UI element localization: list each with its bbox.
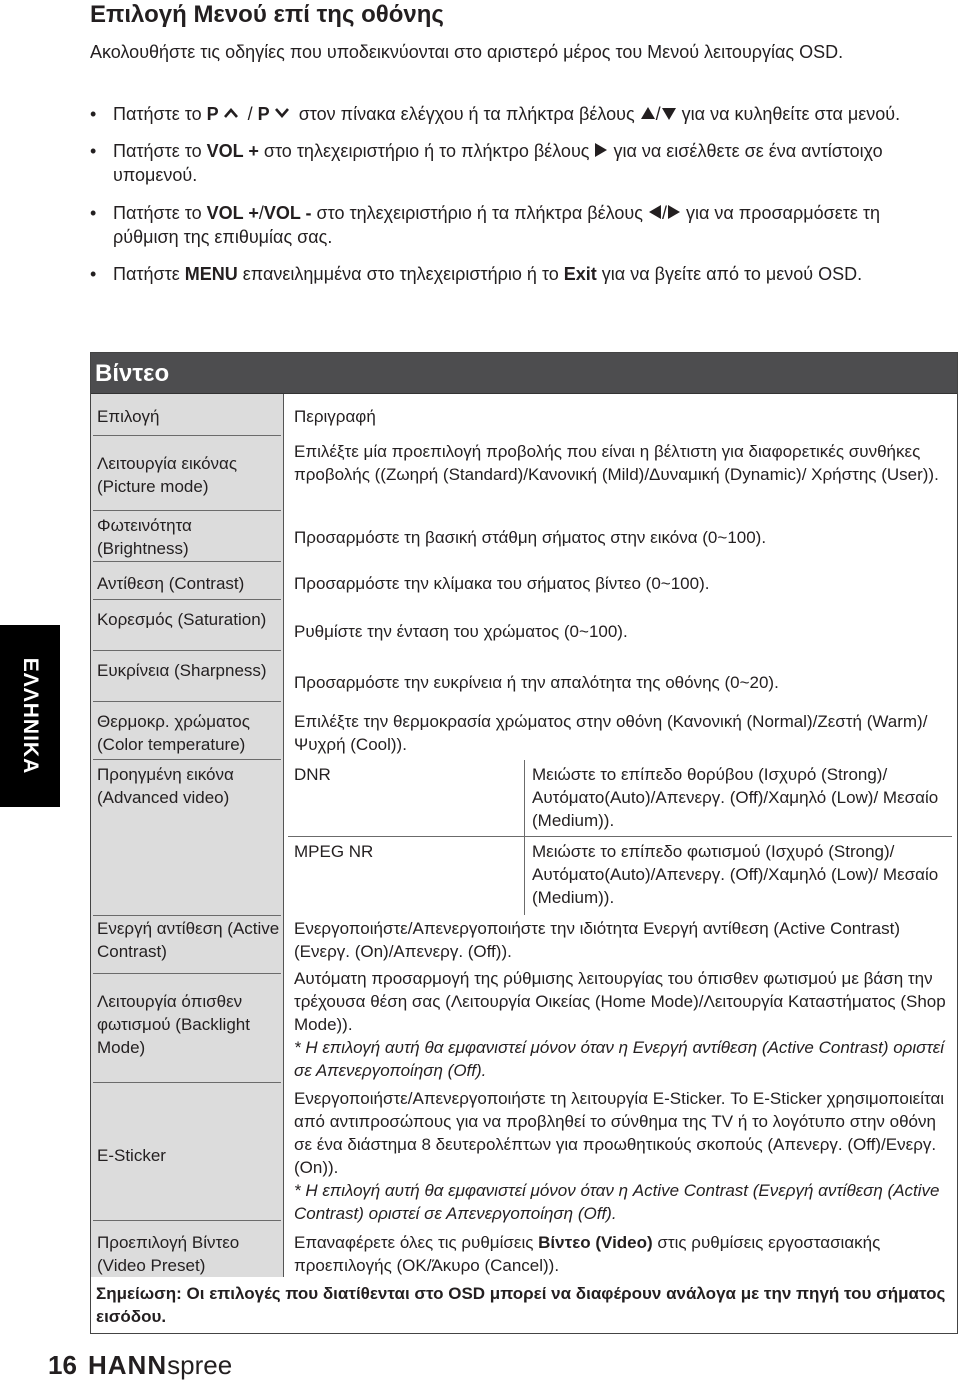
chevron-up-icon — [223, 107, 239, 119]
instruction-text: στον πίνακα ελέγχου ή τα πλήκτρα βέλους — [293, 104, 640, 124]
intro-text: Ακολουθήστε τις οδηγίες που υποδεικνύονται στο αριστερό μέρος του Μενού λειτουργίας OSD. — [90, 42, 844, 62]
instruction-item — [90, 139, 940, 187]
subtable-divider — [288, 836, 952, 837]
option-contrast: Αντίθεση (Contrast) — [97, 574, 245, 593]
instruction-text: για να κυληθείτε στα μενού. — [676, 104, 901, 124]
description-saturation: Ρυθμίστε την ένταση του χρώματος (0~100). — [294, 622, 628, 641]
column-header-option: Επιλογή — [97, 407, 160, 426]
description-backlight-mode — [294, 967, 954, 1082]
instruction-text: για να εισέλθετε σε ένα αντίστοιχο υπομενού. — [113, 141, 883, 185]
row-divider — [93, 973, 281, 974]
instruction-text: Πατήστε το — [113, 141, 207, 161]
row-divider — [93, 435, 281, 436]
option-sharpness: Ευκρίνεια (Sharpness) — [97, 661, 267, 680]
description-sharpness: Προσαρμόστε την ευκρίνεια ή την απαλότητα της οθόνης (0~20). — [294, 673, 779, 692]
option-advanced-video: Προηγμένη εικόνα (Advanced video) — [97, 765, 234, 807]
description-picture-mode: Επιλέξτε μία προεπιλογή προβολής που είναι η βέλτιστη για διαφορετικές συνθήκες προβολής ((Ζωηρή (Standard)/Κανονική (Mild)/Δυναμική (Dynamic)/ Χρήστης (User)). — [294, 442, 939, 484]
description-text: Ενεργοποιήστε/Απενεργοποιήστε τη λειτουργία E-Sticker. Το E-Sticker χρησιμοποιείται από αντιπροσώπους για να προβληθεί το σύνθημα της TV ή το λογότυπο στην οθόνη σε ένα διάστημα 8 δευτερολέπτων για προωθητικούς σκοπούς (Απενεργ. (Off)/Ενεργ. (On)). — [294, 1089, 945, 1177]
description-note: * Η επιλογή αυτή θα εμφανιστεί μόνον όταν η Active Contrast (Ενεργή αντίθεση (Active Contrast) οριστεί σε Απενεργοποίηση (Off). — [294, 1181, 940, 1223]
instruction-list — [90, 102, 940, 299]
instruction-text: / — [258, 203, 264, 223]
option-video-preset: Προεπιλογή Βίντεο (Video Preset) — [97, 1233, 240, 1275]
option-color-temperature: Θερμοκρ. χρώματος (Color temperature) — [97, 712, 250, 754]
osd-video-table — [90, 352, 958, 1334]
language-label: ΕΛΛΗΝΙΚΑ — [19, 657, 42, 775]
option-picture-mode: Λειτουργία εικόνας (Picture mode) — [97, 454, 238, 496]
instruction-text: Πατήστε το — [113, 104, 207, 124]
description-text: Αυτόματη προσαρμογή της ρύθμισης λειτουργίας του όπισθεν φωτισμού με βάση την τρέχουσα θέση σας (Λειτουργία Οικείας (Home Mode)/Λειτουργία Καταστήματος (Shop Mode)). — [294, 969, 946, 1034]
instruction-text: / — [661, 203, 667, 223]
subtable-divider — [524, 760, 525, 915]
key-label: P — [257, 104, 270, 124]
key-label: VOL + — [206, 203, 259, 223]
description-emphasis: Βίντεο (Video) — [538, 1233, 653, 1252]
arrow-up-icon — [641, 107, 655, 119]
instruction-text: / — [242, 104, 258, 124]
instruction-text: στο τηλεχειριστήριο ή τα πλήκτρα βέλους — [311, 203, 648, 223]
instruction-text: για να προσαρμόσετε τη ρύθμιση της επιθυμίας σας. — [113, 203, 880, 247]
chevron-down-icon — [274, 107, 290, 119]
suboption-mpeg-nr: MPEG NR — [294, 842, 374, 861]
description-video-preset — [294, 1231, 954, 1277]
description-note: * Η επιλογή αυτή θα εμφανιστεί μόνον όταν η Ενεργή αντίθεση (Active Contrast) οριστεί σε Απενεργοποίηση (Off). — [294, 1038, 945, 1080]
row-divider — [93, 1082, 281, 1083]
description-text: Επαναφέρετε όλες τις ρυθμίσεις — [294, 1233, 539, 1252]
key-label: Exit — [563, 264, 597, 284]
key-label: MENU — [184, 264, 238, 284]
instruction-text: στο τηλεχειριστήριο ή το πλήκτρο βέλους — [258, 141, 595, 161]
row-divider — [93, 510, 281, 511]
row-divider — [93, 599, 281, 600]
brand-logo-light: spree — [167, 1350, 233, 1380]
option-saturation: Κορεσμός (Saturation) — [97, 610, 267, 629]
description-contrast: Προσαρμόστε την κλίμακα του σήματος βίντεο (0~100). — [294, 574, 710, 593]
instruction-text: Πατήστε το — [113, 203, 207, 223]
instruction-item — [90, 262, 940, 286]
option-backlight-mode: Λειτουργία όπισθεν φωτισμού (Backlight Mode) — [97, 992, 250, 1057]
instruction-item — [90, 201, 940, 249]
description-active-contrast: Ενεργοποιήστε/Απενεργοποιήστε την ιδιότητα Ενεργή αντίθεση (Active Contrast) (Ενεργ. (On)/Απενεργ. (Off)). — [294, 919, 900, 961]
description-dnr: Μειώστε το επίπεδο θορύβου (Ισχυρό (Strong)/ Αυτόματο(Auto)/Απενεργ. (Off)/Χαμηλό (Low)/ Μεσαίο (Medium)). — [532, 765, 939, 830]
osd-title: Βίντεο — [95, 360, 170, 387]
option-active-contrast: Ενεργή αντίθεση (Active Contrast) — [97, 919, 280, 961]
page-number: 16 — [48, 1350, 77, 1380]
description-color-temperature: Επιλέξτε την θερμοκρασία χρώματος στην οθόνη (Κανονική (Normal)/Ζεστή (Warm)/Ψυχρή (Cool)). — [294, 712, 928, 754]
osd-title-bar — [91, 353, 957, 394]
description-brightness: Προσαρμόστε τη βασική στάθμη σήματος στην εικόνα (0~100). — [294, 528, 767, 547]
description-e-sticker — [294, 1087, 954, 1225]
arrow-down-icon — [662, 108, 676, 120]
row-divider — [93, 701, 281, 702]
key-label: VOL + — [206, 141, 259, 161]
row-divider — [93, 561, 281, 562]
row-divider — [93, 1220, 281, 1221]
instruction-item — [90, 102, 940, 126]
description-text: στις ρυθμίσεις εργοστασιακής προεπιλογής (OK/Άκυρο (Cancel)). — [294, 1233, 881, 1275]
instruction-text: Πατήστε — [113, 264, 185, 284]
language-side-tab — [0, 625, 60, 807]
instruction-text: για να βγείτε από το μενού OSD. — [596, 264, 863, 284]
instruction-text: επανειλημμένα στο τηλεχειριστήριο ή το — [237, 264, 564, 284]
row-divider — [93, 915, 281, 916]
osd-note: Σημείωση: Οι επιλογές που διατίθενται στο OSD μπορεί να διαφέρουν ανάλογα με την πηγή του σήματος εισόδου. — [96, 1284, 946, 1326]
description-mpeg-nr: Μειώστε το επίπεδο φωτισμού (Ισχυρό (Strong)/ Αυτόματο(Auto)/Απενεργ. (Off)/Χαμηλό (Low)/ Μεσαίο (Medium)). — [532, 842, 939, 907]
arrow-left-icon — [649, 205, 661, 219]
option-brightness: Φωτεινότητα (Brightness) — [97, 516, 192, 558]
key-label: VOL - — [263, 203, 312, 223]
arrow-right-icon — [668, 205, 680, 219]
column-header-description: Περιγραφή — [294, 407, 376, 426]
row-divider — [93, 650, 281, 651]
instruction-text: / — [655, 104, 661, 124]
brand-logo — [88, 1351, 232, 1379]
suboption-dnr: DNR — [294, 765, 331, 784]
row-divider — [93, 759, 281, 760]
page-heading: Επιλογή Μενού επί της οθόνης — [90, 1, 444, 28]
brand-logo-bold: HANN — [88, 1350, 168, 1380]
arrow-right-icon — [595, 143, 607, 157]
key-label: P — [206, 104, 219, 124]
option-e-sticker: E-Sticker — [97, 1146, 166, 1165]
